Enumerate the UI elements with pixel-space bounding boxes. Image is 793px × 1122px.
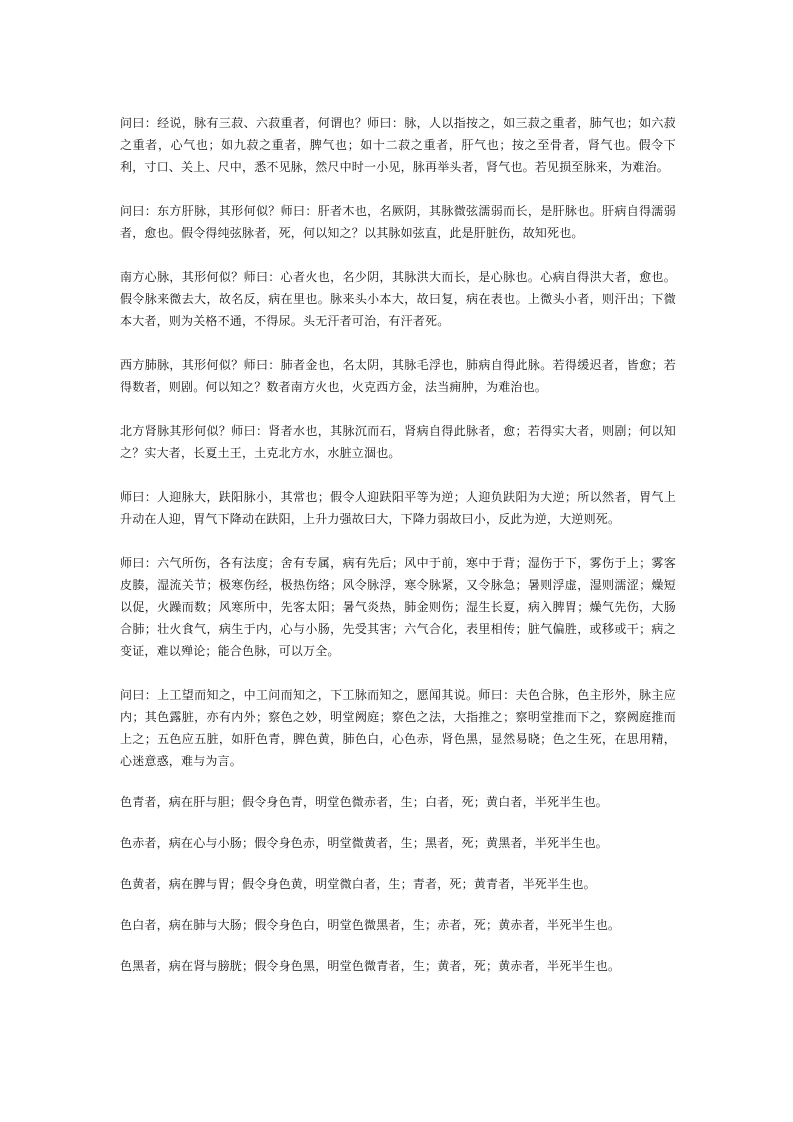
paragraph-color-white: 色白者，病在肺与大肠；假令身色白，明堂色微黑者，生；赤者，死；黄赤者，半死半生也。 [120, 918, 621, 932]
paragraph-color-yellow: 色黄者，病在脾与胃；假令身色黄，明堂微白者，生；青者，死；黄青者，半死半生也。 [120, 877, 596, 891]
paragraph-lung-pulse: 西方肺脉，其形何似？师曰：肺者金也，名太阴，其脉毛浮也，肺病自得此脉。若得缓迟者，皆愈；若得数者，则剧。何以知之？数者南方火也，火克西方金，法当痈肿，为难治也。 [120, 358, 676, 394]
paragraph-kidney-pulse: 北方肾脉其形何似？师曰：肾者水也，其脉沉而石，肾病自得此脉者，愈；若得实大者，则剧；何以知之？实大者，长夏土王，土克北方水，水脏立涸也。 [120, 424, 676, 460]
paragraph-inspection: 问曰：上工望而知之，中工问而知之，下工脉而知之，愿闻其说。师曰：夫色合脉，色主形外，脉主应内；其色露脏，亦有内外；察色之妙，明堂阙庭；察色之法，大指推之；察明堂推而下之，察阙庭推而上之；五色应五脏，如肝色青，脾色黄，肺色白，心色赤，肾色黑，显然易晓；色之生死，在思用精，心迷意惑，难与为言。 [120, 688, 676, 768]
paragraph-renying-fuyang: 师曰：人迎脉大，趺阳脉小，其常也；假令人迎趺阳平等为逆；人迎负趺阳为大逆；所以然者，胃气上升动在人迎，胃气下降动在趺阳，上升力强故曰大，下降力弱故曰小，反此为逆，大逆则死。 [120, 490, 676, 526]
document-page [120, 112, 676, 977]
paragraph-heart-pulse: 南方心脉，其形何似？师曰：心者火也，名少阴，其脉洪大而长，是心脉也。心病自得洪大者，愈也。假令脉来微去大，故名反，病在里也。脉来头小本大，故曰复，病在表也。上微头小者，则汗出；下微本大者，则为关格不通，不得尿。头无汗者可治，有汗者死。 [120, 270, 676, 328]
paragraph-six-qi: 师曰：六气所伤，各有法度；舍有专属，病有先后；风中于前，寒中于背；湿伤于下，雾伤于上；雾客皮腠，湿流关节；极寒伤经，极热伤络；风令脉浮，寒令脉紧，又令脉急；暑则浮虚，湿则濡涩；燥短以促，火躁而数；风寒所中，先客太阳；暑气炎热，肺金则伤；湿生长夏，病入脾胃；燥气先伤，大肠合肺；壮火食气，病生于内，心与小肠，先受其害；六气合化，表里相传；脏气偏胜，或移或干；病之变证，难以殚论；能合色脉，可以万全。 [120, 556, 676, 658]
paragraph-pulse-weight: 问曰：经说，脉有三菽、六菽重者，何谓也？师曰：脉，人以指按之，如三菽之重者，肺气也；如六菽之重者，心气也；如九菽之重者，脾气也；如十二菽之重者，肝气也；按之至骨者，肾气也。假令下利，寸口、关上、尺中，悉不见脉，然尺中时一小见，脉再举头者，肾气也。若见损至脉来，为难治。 [120, 116, 676, 174]
paragraph-color-black: 色黑者，病在肾与膀胱；假令身色黑，明堂色微青者，生；黄者，死；黄赤者，半死半生也。 [120, 959, 621, 973]
paragraph-liver-pulse: 问曰：东方肝脉，其形何似？师曰：肝者木也，名厥阴，其脉微弦濡弱而长，是肝脉也。肝病自得濡弱者，愈也。假令得纯弦脉者，死，何以知之？以其脉如弦直，此是肝脏伤，故知死也。 [120, 204, 676, 240]
paragraph-color-red: 色赤者，病在心与小肠；假令身色赤，明堂微黄者，生；黑者，死；黄黑者，半死半生也。 [120, 836, 609, 850]
paragraph-color-green: 色青者，病在肝与胆；假令身色青，明堂色微赤者，生；白者，死；黄白者，半死半生也。 [120, 795, 609, 809]
